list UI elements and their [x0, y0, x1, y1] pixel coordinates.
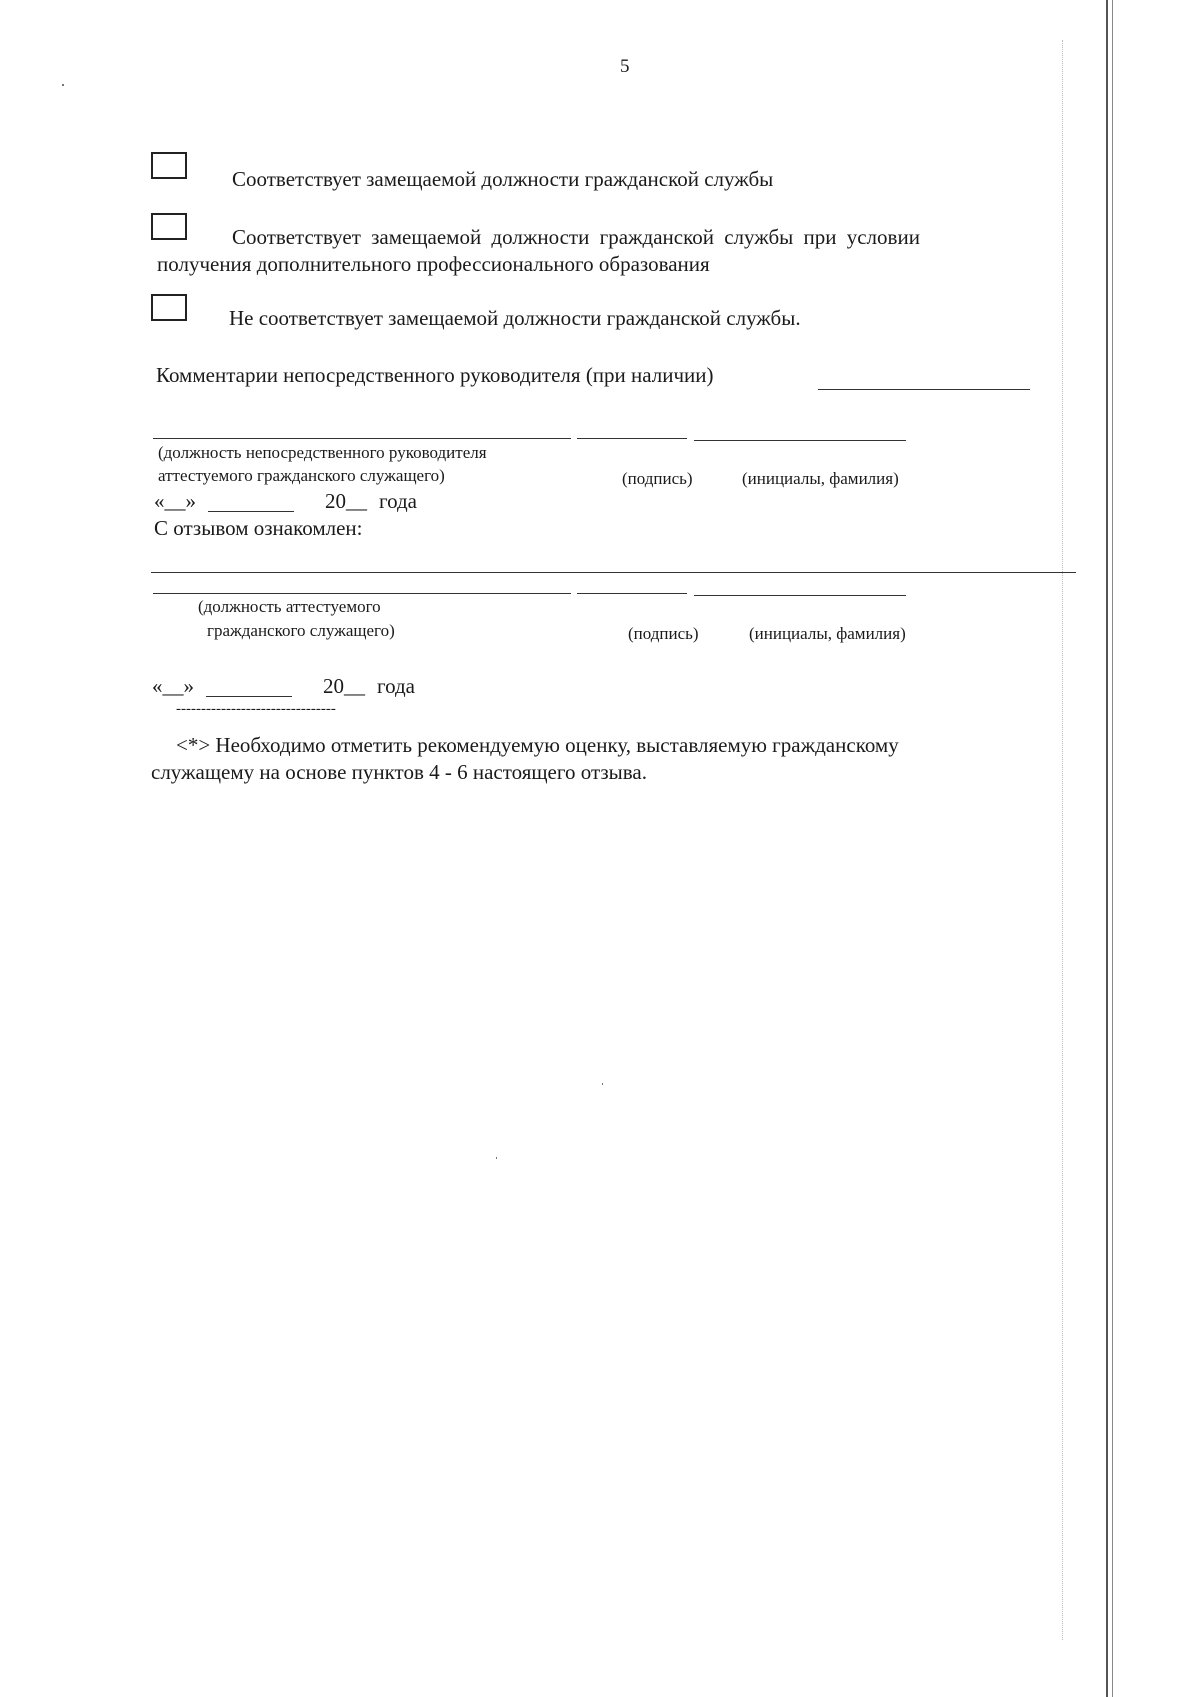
scan-speck — [602, 1083, 603, 1085]
supervisor-name-line[interactable] — [694, 440, 906, 441]
checkbox-corresponds[interactable] — [151, 152, 187, 179]
supervisor-position-caption-2: аттестуемого гражданского служащего) — [158, 466, 445, 485]
comment-label: Комментарии непосредственного руководителя (при наличии) — [156, 363, 714, 387]
employee-date-day: «__» — [152, 674, 194, 698]
checkbox-not-corresponds[interactable] — [151, 294, 187, 321]
comment-input-line[interactable] — [818, 389, 1030, 390]
scan-edge-line — [1112, 0, 1113, 1697]
footnote-separator: -------------------------------- — [176, 701, 336, 717]
employee-position-line[interactable] — [153, 593, 571, 594]
footnote-line-2: служащему на основе пунктов 4 - 6 настоящего отзыва. — [151, 760, 647, 784]
option-not-corresponds-label: Не соответствует замещаемой должности гражданской службы. — [229, 306, 801, 330]
option-conditional-label-line1: Соответствует замещаемой должности гражданской службы при условии — [232, 225, 920, 249]
checkbox-corresponds-conditional[interactable] — [151, 213, 187, 240]
option-corresponds-label: Соответствует замещаемой должности гражданской службы — [232, 167, 774, 191]
scan-speck — [62, 84, 64, 86]
supervisor-signature-caption: (подпись) — [622, 469, 693, 488]
acknowledged-label: С отзывом ознакомлен: — [154, 516, 363, 540]
supervisor-signature-line[interactable] — [577, 438, 687, 439]
supervisor-date-day: «__» — [154, 489, 196, 513]
option-conditional-label-line2: получения дополнительного профессионального образования — [157, 252, 710, 276]
employee-date-suffix: года — [377, 674, 415, 698]
page-number: 5 — [620, 56, 630, 77]
employee-date-month-line[interactable] — [206, 696, 292, 697]
employee-position-caption-1: (должность аттестуемого — [198, 597, 381, 616]
scan-speck — [496, 1157, 497, 1159]
footnote-line-1: <*> Необходимо отметить рекомендуемую оценку, выставляемую гражданскому — [176, 733, 899, 757]
supervisor-name-caption: (инициалы, фамилия) — [742, 469, 899, 488]
employee-name-caption: (инициалы, фамилия) — [749, 624, 906, 643]
supervisor-date-month-line[interactable] — [208, 511, 294, 512]
employee-signature-line[interactable] — [577, 593, 687, 594]
employee-position-caption-2: гражданского служащего) — [207, 621, 395, 640]
scan-dotted-edge — [1062, 40, 1063, 1640]
employee-name-line[interactable] — [694, 595, 906, 596]
employee-signature-caption: (подпись) — [628, 624, 699, 643]
supervisor-position-caption-1: (должность непосредственного руководителя — [158, 443, 487, 462]
supervisor-position-line[interactable] — [153, 438, 571, 439]
supervisor-date-year: 20__ — [325, 489, 367, 513]
supervisor-date-suffix: года — [379, 489, 417, 513]
employee-date-year: 20__ — [323, 674, 365, 698]
acknowledgement-line[interactable] — [151, 572, 1076, 573]
scan-edge-line — [1106, 0, 1108, 1697]
